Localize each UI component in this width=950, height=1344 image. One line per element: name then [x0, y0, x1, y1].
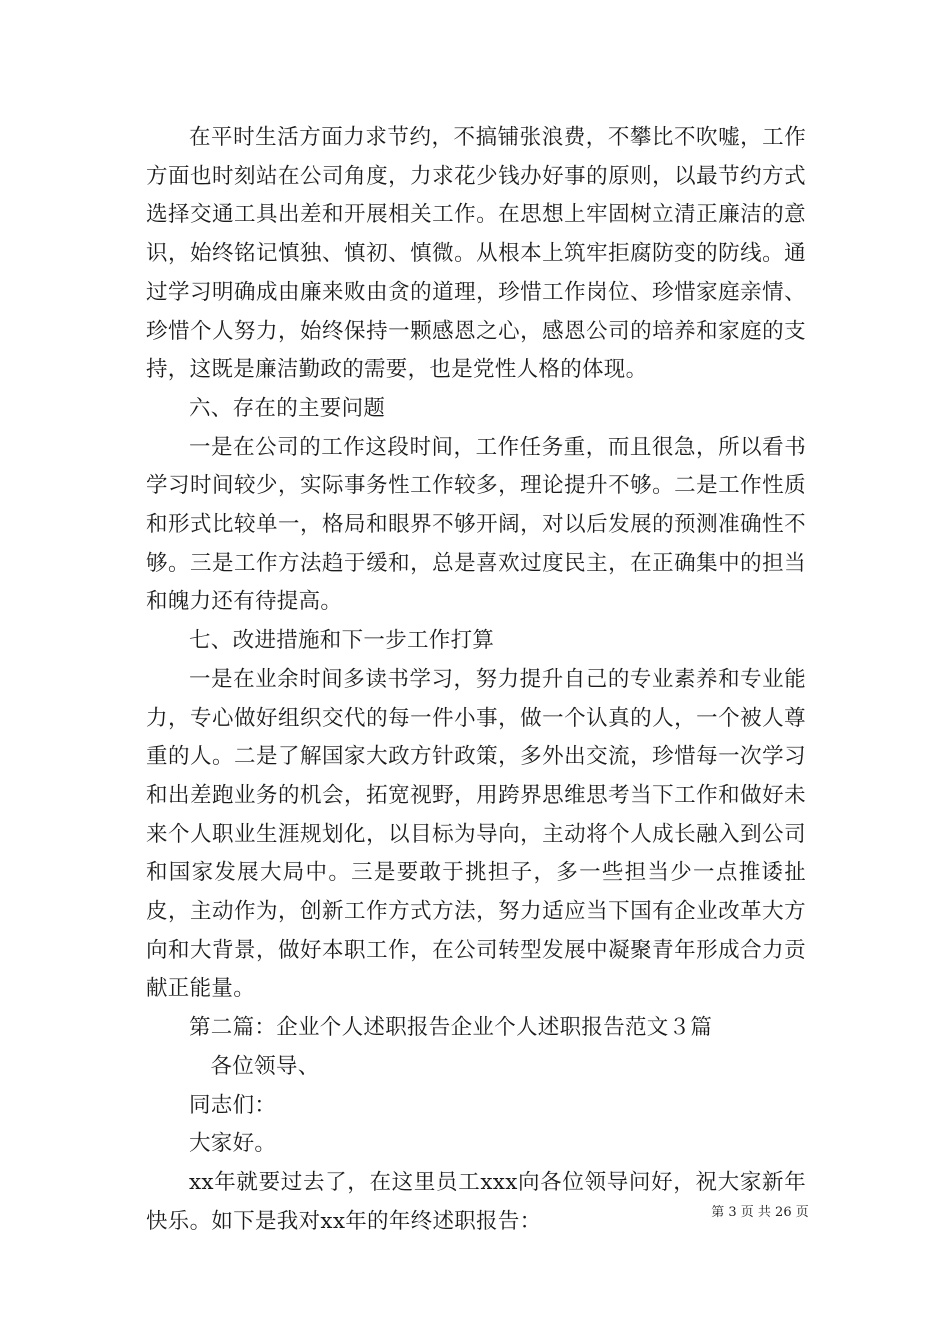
page-number-label: 第 3 页 共 26 页 [711, 1205, 809, 1220]
salutation-comrades: 同志们： [189, 1092, 277, 1118]
page-number-footer [0, 1201, 950, 1220]
paragraph-improvement: 一是在业余时间多读书学习，努力提升自己的专业素养和专业能力，专心做好组织交代的每一件小事，做一个认真的人，一个被人尊重的人。二是了解国家大政方针政策，多外出交流，珍惜每一次学习和出差跑业务的机会，拓宽视野，用跨界思维思考当下工作和做好未来个人职业生涯规划化，以目标为导向，主动将个人成长融入到公司和国家发展大局中。三是要敢于挑担子，多一些担当少一点推诿扯皮，主动作为，创新工作方式方法，努力适应当下国有企业改革大方向和大背景，做好本职工作，在公司转型发展中凝聚青年形成合力贡献正能量。 [146, 666, 806, 1002]
heading-second-article: 第二篇：企业个人述职报告企业个人述职报告范文３篇 [189, 1015, 713, 1041]
paragraph-frugality: 在平时生活方面力求节约，不搞铺张浪费，不攀比不吹嘘，工作方面也时刻站在公司角度，力求花少钱办好事的原则，以最节约方式选择交通工具出差和开展相关工作。在思想上牢固树立清正廉洁的意识，始终铭记慎独、慎初、慎微。从根本上筑牢拒腐防变的防线。通过学习明确成由廉来败由贪的道理，珍惜工作岗位、珍惜家庭亲情、珍惜个人努力，始终保持一颗感恩之心，感恩公司的培养和家庭的支持，这既是廉洁勤政的需要，也是党性人格的体现。 [146, 125, 806, 383]
paragraph-year-end-intro: xx年就要过去了，在这里员工xxx向各位领导问好，祝大家新年快乐。如下是我对xx年的年终述职报告： [146, 1169, 806, 1234]
heading-improvement: 七、改进措施和下一步工作打算 [189, 628, 495, 654]
salutation-leaders: 各位领导、 [210, 1053, 320, 1079]
greeting: 大家好。 [189, 1131, 277, 1157]
heading-main-problems: 六、存在的主要问题 [189, 395, 386, 421]
document-body [146, 119, 809, 1241]
paragraph-problems: 一是在公司的工作这段时间，工作任务重，而且很急，所以看书学习时间较少，实际事务性工作较多，理论提升不够。二是工作性质和形式比较单一，格局和眼界不够开阔，对以后发展的预测准确性不够。三是工作方法趋于缓和，总是喜欢过度民主，在正确集中的担当和魄力还有待提高。 [146, 434, 806, 615]
